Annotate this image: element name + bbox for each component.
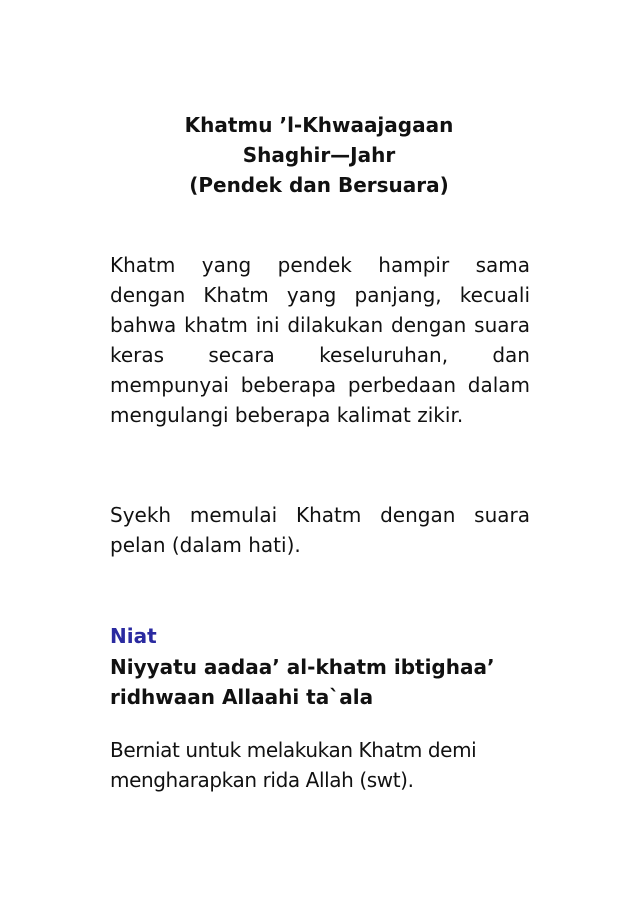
meaning-line-2: mengharapkan rida Allah (swt). xyxy=(110,768,414,792)
niat-transliteration xyxy=(110,652,535,712)
transliteration-line-1: Niyyatu aadaa’ al-khatm ibtighaa’ xyxy=(110,655,495,679)
transliteration-line-2: ridhwaan Allaahi ta`ala xyxy=(110,685,374,709)
document-title xyxy=(110,110,528,200)
niat-meaning xyxy=(110,735,530,795)
title-line-1: Khatmu ’l-Khwaajagaan xyxy=(184,113,454,137)
meaning-line-1: Berniat untuk melakukan Khatm demi xyxy=(110,738,477,762)
intro-paragraph: Khatm yang pendek hampir sama dengan Khatm yang panjang, kecuali bahwa khatm ini dilakukan dengan suara keras secara keseluruhan, dan mempunyai beberapa perbedaan dalam mengulangi beberapa kalimat zikir. xyxy=(110,253,530,427)
opening-paragraph: Syekh memulai Khatm dengan suara pelan (dalam hati). xyxy=(110,503,530,557)
title-line-2: Shaghir—Jahr xyxy=(242,143,396,167)
niat-heading: Niat xyxy=(110,624,157,648)
title-line-3: (Pendek dan Bersuara) xyxy=(189,173,449,197)
